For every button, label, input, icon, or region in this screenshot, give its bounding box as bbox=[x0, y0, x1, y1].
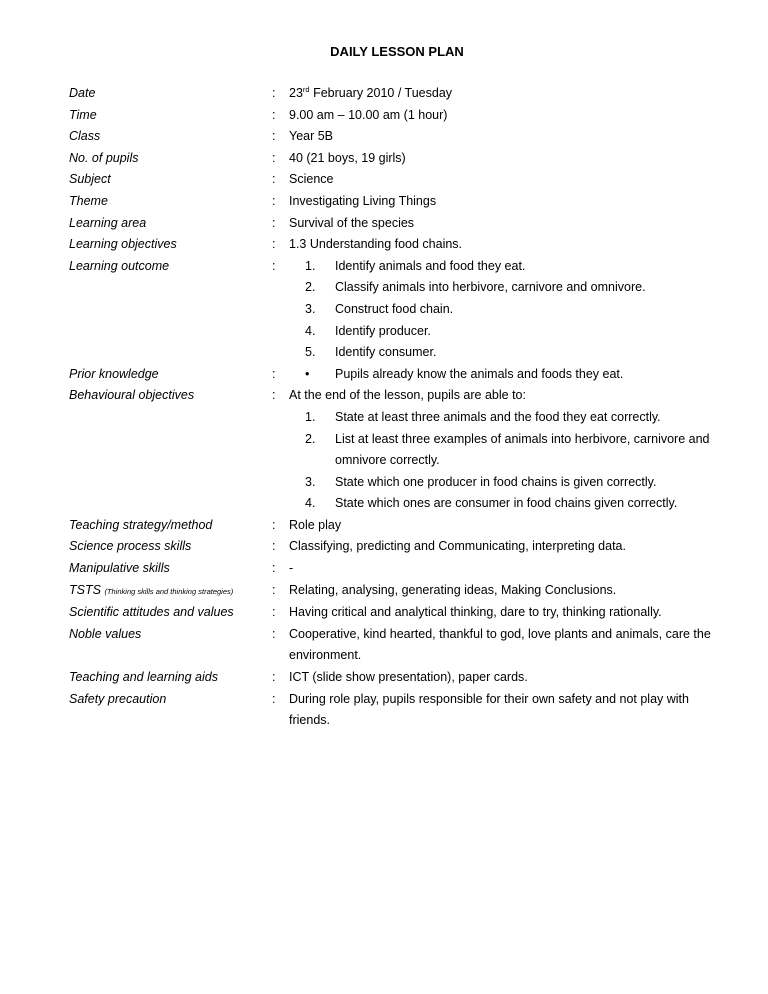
theme-label: Theme bbox=[69, 193, 108, 208]
list-number: 4. bbox=[305, 496, 316, 511]
list-number: 1. bbox=[305, 258, 316, 273]
list-text: Identify animals and food they eat. bbox=[335, 258, 526, 273]
learning-objectives-value: 1.3 Understanding food chains. bbox=[289, 237, 463, 252]
subject-label: Subject bbox=[69, 172, 111, 187]
manipulative-skills-label: Manipulative skills bbox=[69, 561, 170, 576]
colon: : bbox=[272, 691, 276, 706]
tsts-row bbox=[69, 580, 729, 603]
learning-outcome-label: Learning outcome bbox=[69, 258, 170, 273]
noble-values-row bbox=[69, 624, 729, 667]
colon: : bbox=[272, 582, 276, 597]
date-label: Date bbox=[69, 86, 96, 100]
prior-knowledge-row bbox=[69, 364, 729, 386]
colon: : bbox=[272, 366, 276, 381]
behavioural-objectives-value bbox=[289, 385, 729, 515]
learning-objectives-label: Learning objectives bbox=[69, 237, 177, 252]
list-item bbox=[289, 342, 729, 364]
list-text: State which ones are consumer in food chains given correctly. bbox=[335, 496, 678, 511]
list-item bbox=[289, 299, 729, 321]
scientific-attitudes-label: Scientific attitudes and values bbox=[69, 605, 234, 620]
noble-values-label: Noble values bbox=[69, 626, 142, 641]
date-day-suffix: rd bbox=[302, 85, 310, 94]
aids-row bbox=[69, 667, 729, 689]
list-text: Construct food chain. bbox=[335, 301, 454, 316]
date-day: 23 bbox=[289, 86, 303, 100]
colon: : bbox=[272, 561, 276, 576]
date-value bbox=[289, 83, 729, 105]
list-text: Identify consumer. bbox=[335, 345, 437, 360]
safety-row bbox=[69, 689, 729, 732]
colon: : bbox=[272, 517, 276, 532]
colon: : bbox=[272, 86, 276, 100]
date-rest: February 2010 / Tuesday bbox=[313, 86, 453, 100]
colon: : bbox=[272, 605, 276, 620]
class-value: Year 5B bbox=[289, 129, 334, 144]
subject-value: Science bbox=[289, 172, 334, 187]
list-text: List at least three examples of animals into herbivore, carnivore and omnivore correctly. bbox=[335, 431, 710, 468]
learning-objectives-row bbox=[69, 234, 729, 256]
teaching-strategy-label: Teaching strategy/method bbox=[69, 517, 213, 532]
list-item bbox=[289, 407, 729, 429]
class-label: Class bbox=[69, 129, 101, 144]
list-item bbox=[289, 429, 729, 472]
list-text: Identify producer. bbox=[335, 323, 431, 338]
list-number: 4. bbox=[305, 323, 316, 338]
tsts-label-note: (Thinking skills and thinking strategies) bbox=[104, 586, 234, 596]
colon: : bbox=[272, 388, 276, 403]
science-skills-row bbox=[69, 536, 729, 558]
colon: : bbox=[272, 539, 276, 554]
learning-area-value: Survival of the species bbox=[289, 215, 415, 230]
learning-outcome-row bbox=[69, 256, 729, 364]
learning-outcome-list bbox=[289, 256, 729, 364]
colon: : bbox=[272, 670, 276, 685]
colon: : bbox=[272, 215, 276, 230]
list-item bbox=[289, 364, 729, 386]
colon: : bbox=[272, 626, 276, 641]
prior-knowledge-label: Prior knowledge bbox=[69, 366, 159, 381]
scientific-attitudes-value: Having critical and analytical thinking, dare to try, thinking rationally. bbox=[289, 605, 662, 620]
bullet-icon: • bbox=[305, 366, 310, 381]
list-number: 3. bbox=[305, 474, 316, 489]
colon: : bbox=[272, 193, 276, 208]
colon: : bbox=[272, 172, 276, 187]
aids-value: ICT (slide show presentation), paper cards. bbox=[289, 670, 528, 685]
list-number: 2. bbox=[305, 431, 316, 446]
learning-outcome-value bbox=[289, 256, 729, 364]
teaching-strategy-row bbox=[69, 515, 729, 537]
teaching-strategy-value: Role play bbox=[289, 517, 342, 532]
behavioural-objectives-label: Behavioural objectives bbox=[69, 388, 195, 403]
list-text: Pupils already know the animals and foods they eat. bbox=[335, 366, 624, 381]
prior-knowledge-list bbox=[289, 364, 729, 386]
list-item bbox=[289, 277, 729, 299]
learning-area-row bbox=[69, 213, 729, 235]
manipulative-skills-value: - bbox=[289, 561, 294, 576]
science-skills-label: Science process skills bbox=[69, 539, 192, 554]
learning-area-label: Learning area bbox=[69, 215, 147, 230]
list-text: Classify animals into herbivore, carnivore and omnivore. bbox=[335, 280, 646, 295]
time-label: Time bbox=[69, 107, 97, 122]
list-text: State at least three animals and the food they eat correctly. bbox=[335, 409, 661, 424]
pupils-row bbox=[69, 148, 729, 170]
safety-label: Safety precaution bbox=[69, 691, 167, 706]
list-number: 5. bbox=[305, 345, 316, 360]
page-title: DAILY LESSON PLAN bbox=[330, 44, 464, 59]
subject-row bbox=[69, 169, 729, 191]
manipulative-skills-row bbox=[69, 558, 729, 580]
list-item bbox=[289, 321, 729, 343]
tsts-label-main: TSTS bbox=[69, 582, 101, 597]
tsts-label bbox=[69, 580, 272, 603]
pupils-value: 40 (21 boys, 19 girls) bbox=[289, 150, 406, 165]
tsts-value: Relating, analysing, generating ideas, Making Conclusions. bbox=[289, 582, 617, 597]
date-row bbox=[69, 83, 729, 105]
time-row bbox=[69, 105, 729, 127]
class-row bbox=[69, 126, 729, 148]
scientific-attitudes-row bbox=[69, 602, 729, 624]
safety-value: During role play, pupils responsible for their own safety and not play with friends. bbox=[289, 691, 689, 728]
behavioural-objectives-intro: At the end of the lesson, pupils are able to: bbox=[289, 388, 526, 403]
prior-knowledge-value bbox=[289, 364, 729, 386]
list-item bbox=[289, 256, 729, 278]
aids-label: Teaching and learning aids bbox=[69, 670, 218, 685]
theme-row bbox=[69, 191, 729, 213]
science-skills-value: Classifying, predicting and Communicating, interpreting data. bbox=[289, 539, 626, 554]
list-text: State which one producer in food chains is given correctly. bbox=[335, 474, 657, 489]
colon: : bbox=[272, 237, 276, 252]
pupils-label: No. of pupils bbox=[69, 150, 139, 165]
colon: : bbox=[272, 150, 276, 165]
list-item bbox=[289, 472, 729, 494]
list-number: 3. bbox=[305, 301, 316, 316]
colon: : bbox=[272, 258, 276, 273]
lesson-plan-table bbox=[69, 83, 729, 732]
theme-value: Investigating Living Things bbox=[289, 193, 437, 208]
colon: : bbox=[272, 129, 276, 144]
behavioural-objectives-list bbox=[289, 407, 729, 515]
noble-values-value: Cooperative, kind hearted, thankful to god, love plants and animals, care the environment. bbox=[289, 626, 711, 663]
list-item bbox=[289, 493, 729, 515]
list-number: 1. bbox=[305, 409, 316, 424]
time-value: 9.00 am – 10.00 am (1 hour) bbox=[289, 107, 448, 122]
colon: : bbox=[272, 107, 276, 122]
behavioural-objectives-row bbox=[69, 385, 729, 515]
list-number: 2. bbox=[305, 280, 316, 295]
